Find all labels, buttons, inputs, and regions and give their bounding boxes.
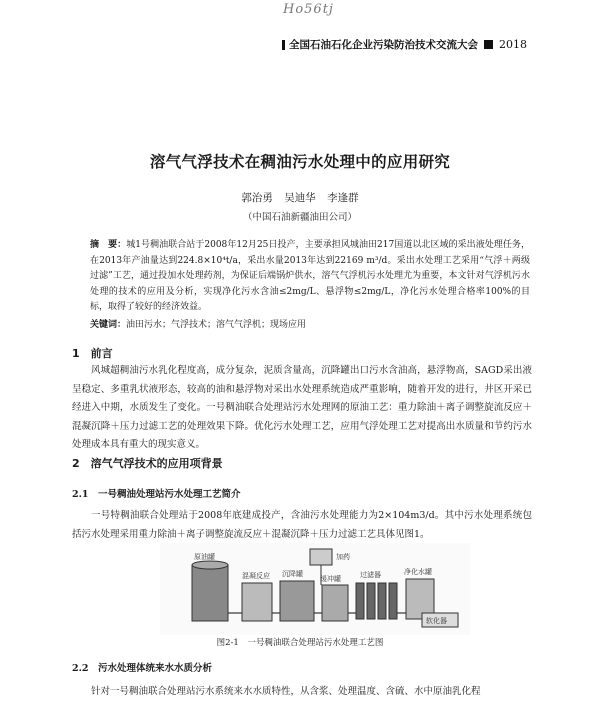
figure-caption: 图2-1 一号稠油联合处理站污水处理工艺图 [216, 638, 384, 648]
paper-title: 溶气气浮技术在稠油污水处理中的应用研究 [149, 153, 451, 171]
bar-icon [282, 40, 285, 50]
running-head [282, 37, 527, 52]
handwritten-scribble: Ho56tj [283, 2, 334, 17]
subsection-heading-2-1: 2.1 一号稠油处理站污水处理工艺简介 [72, 489, 241, 500]
figure-label-settle: 沉降罐 [282, 570, 303, 578]
figure-label-add: 加药 [336, 553, 350, 561]
dosing-unit [310, 549, 332, 565]
conference-name: 全国石油石化企业污染防治技术交流大会 [289, 39, 478, 51]
subsection-2-1-paragraph: 一号特稠油联合处理站于2008年底建成投产，含油污水处理能力为2×104m3/d。其中污水处理系统包括污水处理采用重力除油＋离子调整旋流反应＋混凝沉降＋压力过滤工艺具体见图1。 [72, 510, 532, 540]
affiliation: （中国石油新疆油田公司） [242, 212, 357, 223]
figure-label-tank: 原油罐 [194, 553, 215, 561]
section-heading-1: 1 前言 [72, 347, 113, 360]
abstract-label: 摘 要： [90, 240, 127, 250]
figure-label-buffer: 缓冲罐 [320, 575, 341, 583]
author-name: 李逢群 [327, 192, 359, 204]
subsection-heading-2-2: 2.2 污水处理体统来水水质分析 [72, 663, 213, 674]
settling-tank [280, 581, 314, 621]
buffer-tank [322, 585, 348, 621]
figure-label-filter: 过滤器 [360, 571, 381, 579]
figure-label-water: 净化水罐 [404, 568, 432, 576]
abstract-text: 城1号稠油联合站于2008年12月25日投产，主要承担风城油田217国道以北区域的采出液处理任务，在2013年产油量达到224.8×10⁴t/a，采出水量2013年达到22169 m³/d。采出水处理工艺采用“气浮＋两级过滤”工艺，通过投加水处理药剂，为保证后端锅炉供水，溶气气浮机污水处理尤为重要，本文针对气浮机污水处理的技术的应用及分析，实现净化污水含油≤2mg/L、悬浮物≤2mg/L，净化污水处理合格率100%的目标，取得了较好的经济效益。 [90, 240, 530, 312]
abstract [90, 238, 530, 316]
process-flow-figure [160, 543, 470, 635]
author-list [0, 190, 600, 205]
keywords [90, 317, 530, 330]
section-1-paragraph: 风城超稠油污水乳化程度高，成分复杂，泥质含量高，沉降罐出口污水含油高，悬浮物高，SAGD采出液呈稳定、多重乳状液形态，较高的油和悬浮物对采出水处理系统造成严重影响，随着开发的进行，井区开采已经进入中期，水质发生了变化。一号稠油联合处理站污水处理网的原油工艺：重力除油＋离子调整旋流反应＋混凝沉降＋压力过滤工艺的处理效果下降。优化污水处理工艺，应用气浮处理工艺对提高出水质量和节约污水处理成本具有重大的现实意义。 [72, 365, 532, 450]
figure-label-reaction: 混凝反应 [242, 572, 270, 580]
conference-year: 2018 [499, 38, 527, 51]
reaction-tank [242, 583, 272, 621]
figure-label-boiler: 软化器 [426, 617, 447, 625]
author-name: 郭治勇 [241, 192, 273, 204]
keywords-label: 关键词： [90, 320, 127, 330]
section-heading-2: 2 溶气气浮技术的应用项背景 [72, 457, 223, 470]
author-name: 吴迪华 [284, 192, 316, 204]
square-icon [484, 40, 493, 49]
keywords-text: 油田污水；气浮技术；溶气气浮机；现场应用 [126, 320, 307, 330]
subsection-2-2-paragraph: 针对一号稠油联合处理站污水系统来水水质特性，从含浆、处理温度、含硫、水中原油乳化程 [91, 686, 481, 697]
oil-tank [192, 561, 228, 621]
